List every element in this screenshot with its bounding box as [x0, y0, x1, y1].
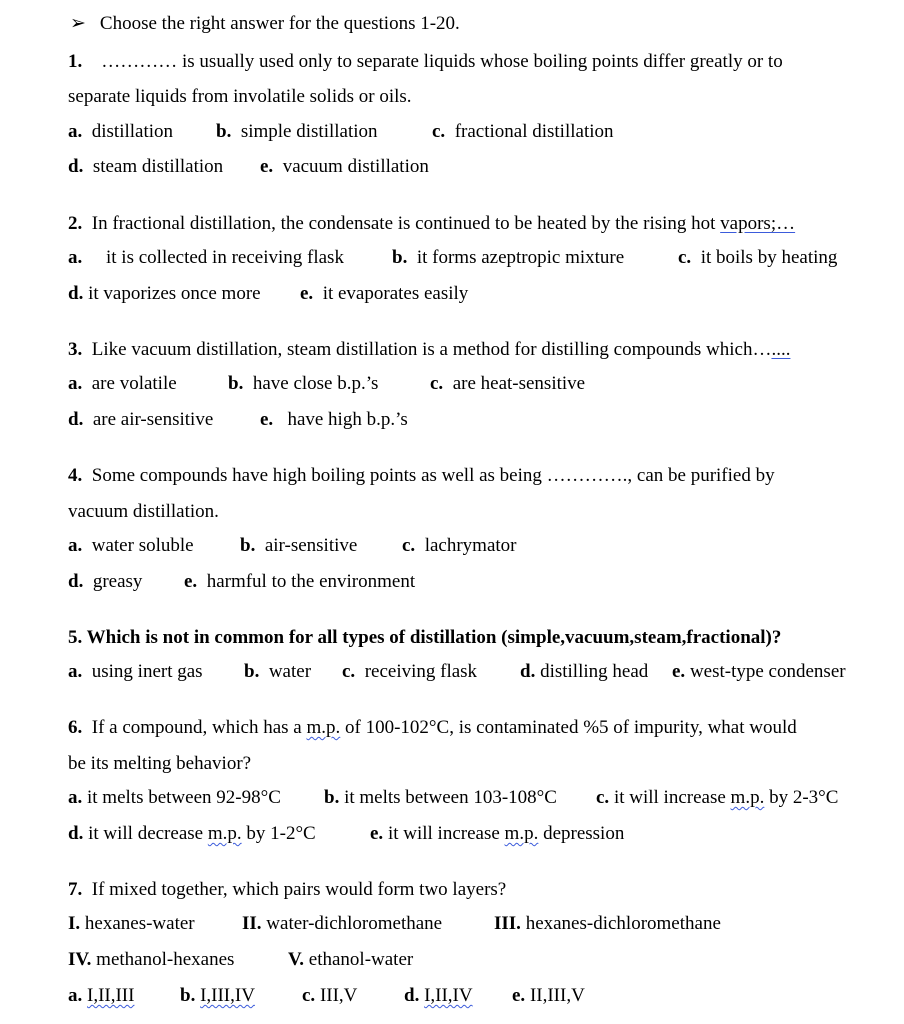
option-text: receiving flask — [364, 661, 478, 682]
option-letter: b. — [216, 121, 232, 142]
option-letter: d. — [68, 283, 84, 304]
q7-pair-4 — [68, 948, 234, 972]
q7-option-c[interactable] — [302, 984, 357, 1008]
instruction-text: Choose the right answer for the questions 1-20. — [99, 13, 460, 34]
pair-label: II. — [242, 913, 262, 934]
question-4-continued — [68, 500, 219, 524]
question-1 — [68, 50, 783, 74]
question-text: If a compound, which has a — [91, 717, 307, 738]
question-4 — [68, 464, 775, 488]
question-text: 5. Which is not in common for all types of distillation (simple,vacuum,steam,fractional)? — [68, 627, 782, 648]
spellcheck-word: m.p. — [730, 787, 765, 808]
option-text: are volatile — [91, 373, 177, 394]
pair-label: IV. — [68, 949, 92, 970]
option-letter: c. — [402, 535, 416, 556]
option-letter: c. — [430, 373, 444, 394]
option-text: distilling head — [540, 661, 649, 682]
question-number: 6. — [68, 717, 83, 738]
option-letter: d. — [68, 156, 84, 177]
option-letter: e. — [260, 409, 274, 430]
option-text: using inert gas — [91, 661, 203, 682]
option-letter: b. — [180, 985, 196, 1006]
q5-option-b[interactable] — [244, 660, 311, 684]
q6-option-a[interactable] — [68, 786, 281, 810]
option-text: have high b.p.’s — [287, 409, 408, 430]
q2-option-d[interactable] — [68, 282, 261, 306]
option-text: water soluble — [91, 535, 194, 556]
question-6 — [68, 716, 797, 740]
option-letter: a. — [68, 373, 83, 394]
option-letter: b. — [244, 661, 260, 682]
option-text: it forms azeptropic mixture — [416, 247, 625, 268]
option-letter: a. — [68, 535, 83, 556]
question-6-continued — [68, 752, 251, 776]
option-text: it will increase — [613, 787, 731, 808]
q4-option-d[interactable] — [68, 570, 142, 594]
option-letter: a. — [68, 787, 83, 808]
option-letter: e. — [300, 283, 314, 304]
option-text: air-sensitive — [264, 535, 358, 556]
q6-option-c[interactable] — [596, 786, 838, 810]
option-letter: d. — [520, 661, 536, 682]
question-text: Like vacuum distillation, steam distillation is a method for distilling compounds which… — [91, 339, 772, 360]
option-letter: e. — [672, 661, 686, 682]
pair-label: III. — [494, 913, 521, 934]
option-text: depression — [538, 823, 625, 844]
option-text: distillation — [91, 121, 174, 142]
option-letter: c. — [302, 985, 316, 1006]
option-text: I,II,IV — [424, 985, 473, 1006]
question-number: 1. — [68, 51, 83, 72]
q3-option-e[interactable] — [260, 408, 408, 432]
question-text: separate liquids from involatile solids or oils. — [68, 86, 412, 107]
option-letter: b. — [240, 535, 256, 556]
question-text: of 100-102°C, is contaminated %5 of impurity, what would — [340, 717, 797, 738]
q3-option-b[interactable] — [228, 372, 378, 396]
q7-pair-1 — [68, 912, 195, 936]
option-text: it melts between 92-98°C — [87, 787, 281, 808]
option-text: are air-sensitive — [92, 409, 214, 430]
option-text: it will increase — [387, 823, 505, 844]
option-letter: c. — [342, 661, 356, 682]
q5-option-a[interactable] — [68, 660, 203, 684]
option-letter: a. — [68, 661, 83, 682]
option-text: are heat-sensitive — [452, 373, 586, 394]
option-text: harmful to the environment — [206, 571, 416, 592]
question-text: If mixed together, which pairs would form two layers? — [91, 879, 507, 900]
q6-option-b[interactable] — [324, 786, 557, 810]
question-2 — [68, 212, 795, 236]
question-number: 4. — [68, 465, 83, 486]
spellcheck-word: m.p. — [504, 823, 539, 844]
pair-text: hexanes-water — [84, 913, 195, 934]
q1-option-b[interactable] — [216, 120, 378, 144]
instruction — [70, 12, 460, 36]
q6-option-d[interactable] — [68, 822, 316, 846]
question-text: be its melting behavior? — [68, 753, 252, 774]
option-letter: c. — [678, 247, 692, 268]
q2-option-e[interactable] — [300, 282, 468, 306]
option-letter: d. — [68, 823, 84, 844]
q5-option-d[interactable] — [520, 660, 648, 684]
q4-option-e[interactable] — [184, 570, 415, 594]
option-text: water — [268, 661, 312, 682]
option-letter: b. — [392, 247, 408, 268]
option-letter: c. — [432, 121, 446, 142]
option-text: greasy — [92, 571, 143, 592]
option-text: it will decrease — [88, 823, 208, 844]
pair-label: V. — [288, 949, 305, 970]
q3-option-a[interactable] — [68, 372, 177, 396]
q4-option-a[interactable] — [68, 534, 194, 558]
option-text: it is collected in receiving flask — [106, 247, 344, 268]
pair-text: methanol-hexanes — [96, 949, 235, 970]
question-text-tail: .... — [771, 339, 791, 360]
q1-option-d[interactable] — [68, 155, 223, 179]
option-letter: b. — [324, 787, 340, 808]
q3-option-d[interactable] — [68, 408, 213, 432]
option-text: by 2-3°C — [764, 787, 839, 808]
option-letter: d. — [68, 571, 84, 592]
option-text: west-type condenser — [689, 661, 846, 682]
option-letter: a. — [68, 247, 83, 268]
question-text: Some compounds have high boiling points as well as being …………., can be purified by — [91, 465, 775, 486]
q2-option-c[interactable] — [678, 246, 837, 270]
option-text: I,III,IV — [200, 985, 255, 1006]
option-text: it evaporates easily — [322, 283, 469, 304]
option-letter: e. — [512, 985, 526, 1006]
option-letter: c. — [596, 787, 610, 808]
q7-option-e[interactable] — [512, 984, 585, 1008]
option-text: it boils by heating — [700, 247, 838, 268]
q5-option-e[interactable] — [672, 660, 846, 684]
question-text-tail: vapors;… — [720, 213, 796, 234]
option-letter: a. — [68, 121, 83, 142]
option-letter: e. — [260, 156, 274, 177]
question-3 — [68, 338, 790, 362]
option-text: have close b.p.’s — [252, 373, 379, 394]
question-1-continued — [68, 85, 412, 109]
option-letter: e. — [184, 571, 198, 592]
question-text: ………… is usually used only to separate liquids whose boiling points differ greatly or to — [101, 51, 783, 72]
pair-text: ethanol-water — [308, 949, 414, 970]
q7-pair-3 — [494, 912, 721, 936]
question-7 — [68, 878, 506, 902]
q7-option-b[interactable] — [180, 984, 255, 1008]
option-text: lachrymator — [424, 535, 517, 556]
option-text: steam distillation — [92, 156, 224, 177]
option-text: by 1-2°C — [241, 823, 316, 844]
question-5 — [68, 626, 781, 650]
question-text: vacuum distillation. — [68, 501, 219, 522]
option-text: it melts between 103-108°C — [344, 787, 557, 808]
question-text: In fractional distillation, the condensate is continued to be heated by the rising hot — [91, 213, 721, 234]
question-number: 3. — [68, 339, 83, 360]
q7-pair-2 — [242, 912, 442, 936]
q5-option-c[interactable] — [342, 660, 477, 684]
spellcheck-word: m.p. — [306, 717, 341, 738]
pair-text: hexanes-dichloromethane — [525, 913, 721, 934]
spellcheck-word: m.p. — [207, 823, 242, 844]
q7-option-a[interactable] — [68, 984, 134, 1008]
q1-option-a[interactable] — [68, 120, 173, 144]
q2-option-a[interactable] — [68, 246, 344, 270]
q7-option-d[interactable] — [404, 984, 473, 1008]
arrow-bullet-icon: ➢ — [70, 13, 86, 34]
option-letter: e. — [370, 823, 384, 844]
option-letter: b. — [228, 373, 244, 394]
option-text: I,II,III — [87, 985, 135, 1006]
q3-option-c[interactable] — [430, 372, 585, 396]
q6-option-e[interactable] — [370, 822, 624, 846]
option-text: fractional distillation — [454, 121, 614, 142]
q1-option-e[interactable] — [260, 155, 429, 179]
option-text: III,V — [319, 985, 358, 1006]
option-text: II,III,V — [529, 985, 585, 1006]
option-text: it vaporizes once more — [88, 283, 261, 304]
pair-label: I. — [68, 913, 81, 934]
option-text: vacuum distillation — [282, 156, 429, 177]
q7-pair-5 — [288, 948, 413, 972]
q4-option-b[interactable] — [240, 534, 357, 558]
pair-text: water-dichloromethane — [266, 913, 443, 934]
question-number: 7. — [68, 879, 83, 900]
option-text: simple distillation — [240, 121, 378, 142]
q4-option-c[interactable] — [402, 534, 516, 558]
option-letter: d. — [404, 985, 420, 1006]
question-number: 2. — [68, 213, 83, 234]
q2-option-b[interactable] — [392, 246, 624, 270]
q1-option-c[interactable] — [432, 120, 614, 144]
option-letter: d. — [68, 409, 84, 430]
option-letter: a. — [68, 985, 83, 1006]
